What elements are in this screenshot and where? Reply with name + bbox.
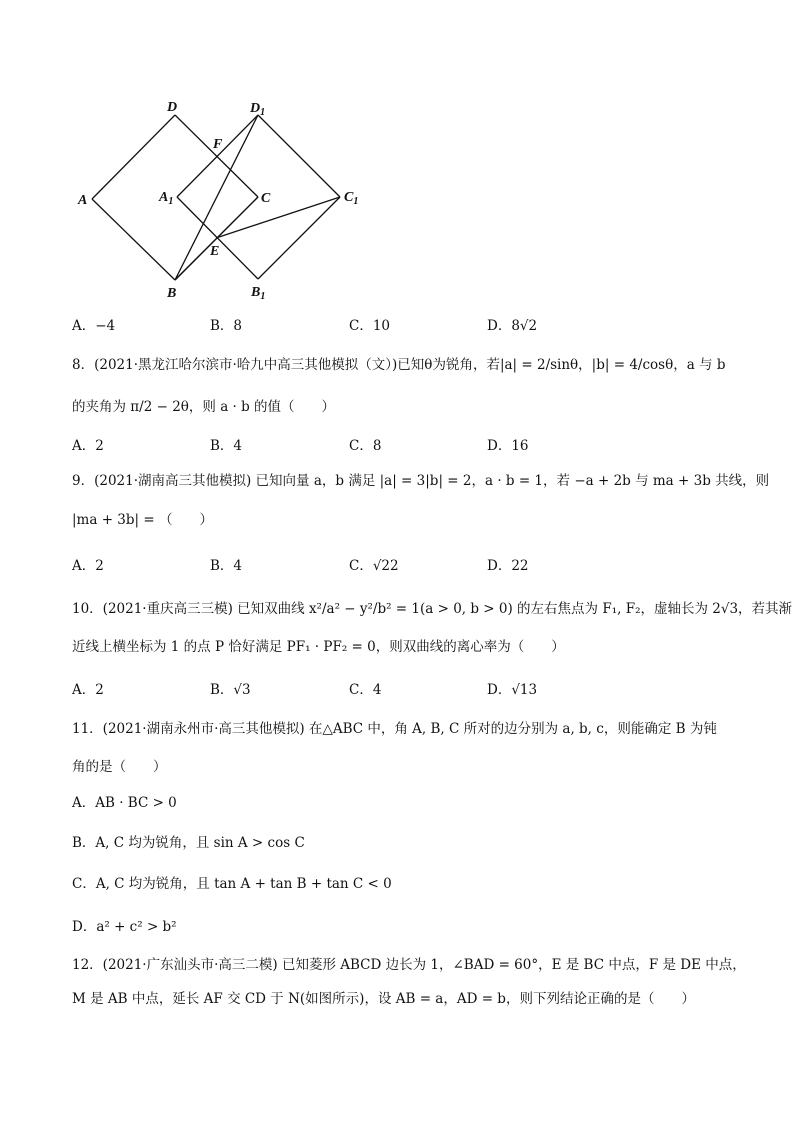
q8-option-b[interactable]: B．4 [210,438,243,454]
q11-option-c[interactable]: C．A, C 均为锐角，且 tan A + tan B + tan C < 0 [72,876,392,892]
q10-option-c[interactable]: C．4 [349,682,382,698]
q9-stem-line2: |ma + 3b| = （ ） [72,512,213,528]
q9-option-a[interactable]: A．2 [72,558,104,574]
label-E: E [210,244,220,259]
edge-B-A [92,199,175,280]
q7-option-a[interactable]: A．−4 [72,318,116,334]
q9-options [72,554,732,574]
q11-option-a[interactable]: A．AB · BC > 0 [72,795,177,811]
edge-C1-B1 [258,197,340,279]
q10-option-d[interactable]: D．√13 [487,682,538,698]
q12-stem-line1: 12．(2021·广东汕头市·高三二模) 已知菱形 ABCD 边长为 1，∠BAD = 60°，E 是 BC 中点，F 是 DE 中点， [72,957,746,973]
q8-option-c[interactable]: C．8 [349,438,382,454]
q7-options [72,314,732,334]
segment-E-C1 [216,197,340,238]
q10-stem-line1: 10．(2021·重庆高三三模) 已知双曲线 x²/a² − y²/b² = 1(a > 0, b > 0) 的左右焦点为 F₁, F₂，虚轴长为 2√3，若其渐 [72,601,793,617]
label-D1: $D_1$ [250,101,266,118]
q9-option-d[interactable]: D．22 [487,558,529,574]
label-C: C [261,191,271,206]
edge-D1-C1 [258,115,340,197]
q10-stem-line2: 近线上横坐标为 1 的点 P 恰好满足 PF₁ · PF₂ = 0，则双曲线的离心率为（ ） [72,639,565,655]
q8-option-d[interactable]: D．16 [487,438,529,454]
q12-stem-line2: M 是 AB 中点，延长 AF 交 CD 于 N(如图所示)，设 AB = a，AD = b，则下列结论正确的是（ ） [72,991,695,1007]
q10-options [72,678,732,698]
q10-option-a[interactable]: A．2 [72,682,104,698]
q11-stem-line1: 11．(2021·湖南永州市·高三其他模拟) 在△ABC 中，角 A, B, C 所对的边分别为 a, b, c，则能确定 B 为钝 [72,721,717,737]
q7-option-c[interactable]: C．10 [349,318,391,334]
q7-option-b[interactable]: B．8 [210,318,243,334]
q9-option-c[interactable]: C．√22 [349,558,399,574]
q11-option-d[interactable]: D．a² + c² > b² [72,919,177,935]
label-A: A [78,193,88,208]
q9-stem-line1: 9．(2021·湖南高三其他模拟) 已知向量 a，b 满足 |a| = 3|b| = 2，a · b = 1，若 −a + 2b 与 ma + 3b 共线，则 [72,473,770,489]
label-F: F [213,137,223,152]
q8-stem-line1: 8．(2021·黑龙江哈尔滨市·哈九中高三其他模拟（文）)已知θ为锐角，若|a| = 2/sinθ，|b| = 4/cosθ，a 与 b [72,357,726,373]
label-D: D [167,100,178,115]
q8-stem-line2: 的夹角为 π/2 − 2θ，则 a · b 的值（ ） [72,399,336,415]
q8-options [72,434,732,454]
geometry-figure [70,95,370,305]
q11-option-b[interactable]: B．A, C 均为锐角，且 sin A > cos C [72,835,305,851]
q8-option-a[interactable]: A．2 [72,438,104,454]
label-B: B [167,286,177,301]
label-C1: $C_1$ [344,190,359,207]
edge-A-D [92,115,175,199]
label-A1: $A_1$ [159,190,174,207]
q11-stem-line2: 角的是（ ） [72,759,167,775]
q9-option-b[interactable]: B．4 [210,558,243,574]
q10-option-b[interactable]: B．√3 [210,682,251,698]
label-B1: $B_1$ [251,285,266,302]
q7-option-d[interactable]: D．8√2 [487,318,538,334]
